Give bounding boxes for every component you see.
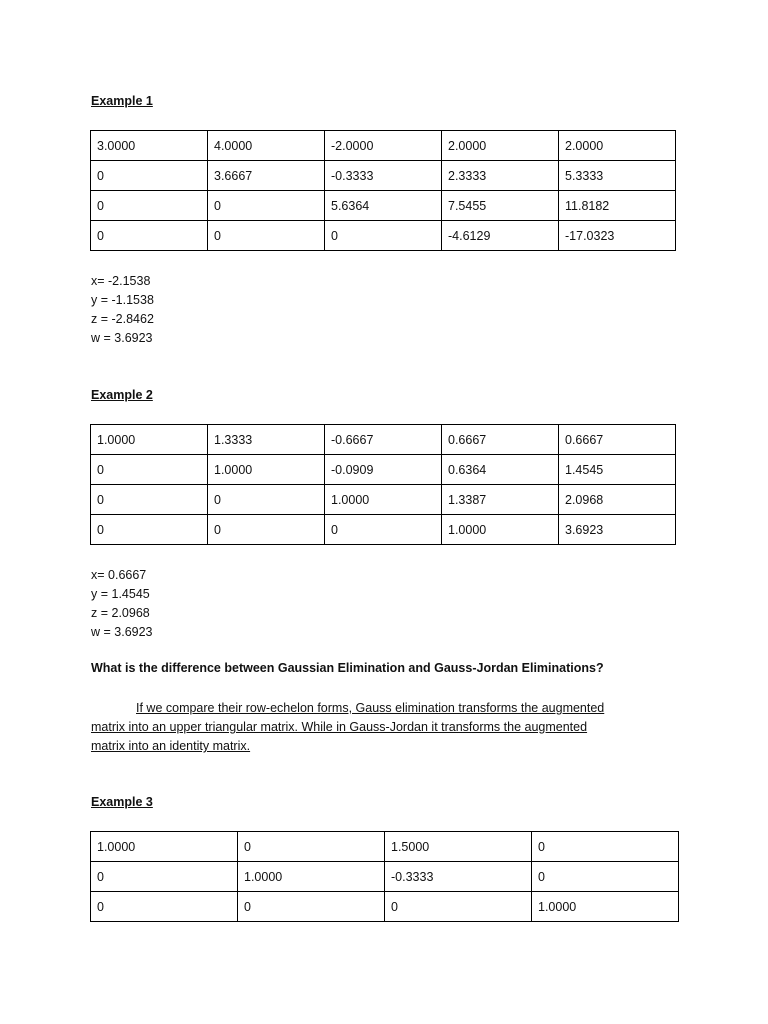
matrix-cell: 0 — [532, 862, 679, 892]
matrix-cell: 0 — [91, 161, 208, 191]
matrix-cell: -17.0323 — [559, 221, 676, 251]
matrix-cell: 2.0968 — [559, 485, 676, 515]
example-3-heading: Example 3 — [91, 795, 153, 809]
matrix-cell: 1.0000 — [325, 485, 442, 515]
matrix-cell: 1.4545 — [559, 455, 676, 485]
solution-w: w = 3.6923 — [91, 331, 153, 345]
example-1-solution — [91, 272, 154, 348]
matrix-cell: 0 — [91, 191, 208, 221]
matrix-cell: 4.0000 — [208, 131, 325, 161]
matrix-cell: 3.0000 — [91, 131, 208, 161]
matrix-cell: 1.0000 — [91, 832, 238, 862]
solution-y: y = -1.1538 — [91, 293, 154, 307]
answer-line: If we compare their row-echelon forms, Gauss elimination transforms the augmented — [136, 701, 605, 715]
matrix-cell: 1.3387 — [442, 485, 559, 515]
matrix-cell: -0.0909 — [325, 455, 442, 485]
matrix-cell: 1.3333 — [208, 425, 325, 455]
matrix-cell: 0 — [91, 862, 238, 892]
matrix-cell: -0.6667 — [325, 425, 442, 455]
matrix-cell: 0 — [208, 515, 325, 545]
matrix-cell: -2.0000 — [325, 131, 442, 161]
matrix-cell: -4.6129 — [442, 221, 559, 251]
matrix-cell: 11.8182 — [559, 191, 676, 221]
table-row — [91, 425, 676, 455]
solution-x: x= 0.6667 — [91, 568, 147, 582]
matrix-cell: -0.3333 — [325, 161, 442, 191]
matrix-cell: 0 — [325, 515, 442, 545]
matrix-cell: 0 — [238, 832, 385, 862]
matrix-cell: 0 — [532, 832, 679, 862]
example-2-heading: Example 2 — [91, 388, 153, 402]
matrix-cell: 0 — [91, 455, 208, 485]
table-row — [91, 221, 676, 251]
table-row — [91, 455, 676, 485]
table-row — [91, 161, 676, 191]
matrix-cell: 1.0000 — [238, 862, 385, 892]
table-row — [91, 131, 676, 161]
matrix-cell: 0.6667 — [442, 425, 559, 455]
matrix-cell: 0 — [91, 221, 208, 251]
matrix-cell: 3.6667 — [208, 161, 325, 191]
answer-line: matrix into an upper triangular matrix. While in Gauss-Jordan it transforms the augmented — [91, 720, 588, 734]
matrix-cell: 0 — [91, 515, 208, 545]
matrix-cell: 2.0000 — [442, 131, 559, 161]
solution-w: w = 3.6923 — [91, 625, 153, 639]
matrix-cell: 2.0000 — [559, 131, 676, 161]
example-1-matrix — [90, 130, 676, 251]
matrix-cell: 5.3333 — [559, 161, 676, 191]
table-row — [91, 832, 679, 862]
table-row — [91, 892, 679, 922]
matrix-cell: 1.0000 — [442, 515, 559, 545]
matrix-cell: 0 — [325, 221, 442, 251]
matrix-cell: 0.6667 — [559, 425, 676, 455]
matrix-cell: 2.3333 — [442, 161, 559, 191]
example-2-matrix — [90, 424, 676, 545]
table-row — [91, 862, 679, 892]
table-row — [91, 515, 676, 545]
matrix-cell: 0 — [91, 892, 238, 922]
solution-x: x= -2.1538 — [91, 274, 151, 288]
matrix-cell: 5.6364 — [325, 191, 442, 221]
matrix-cell: 1.5000 — [385, 832, 532, 862]
matrix-cell: 0 — [208, 485, 325, 515]
answer-paragraph — [91, 699, 671, 756]
matrix-cell: 0 — [208, 191, 325, 221]
example-1-heading: Example 1 — [91, 94, 153, 108]
matrix-cell: -0.3333 — [385, 862, 532, 892]
solution-z: z = -2.8462 — [91, 312, 154, 326]
matrix-cell: 0 — [91, 485, 208, 515]
question-heading: What is the difference between Gaussian Elimination and Gauss-Jordan Eliminations? — [91, 661, 604, 675]
matrix-cell: 3.6923 — [559, 515, 676, 545]
matrix-cell: 7.5455 — [442, 191, 559, 221]
solution-z: z = 2.0968 — [91, 606, 150, 620]
table-row — [91, 191, 676, 221]
matrix-cell: 0.6364 — [442, 455, 559, 485]
matrix-cell: 1.0000 — [208, 455, 325, 485]
matrix-cell: 0 — [385, 892, 532, 922]
matrix-cell: 0 — [238, 892, 385, 922]
table-row — [91, 485, 676, 515]
matrix-cell: 0 — [208, 221, 325, 251]
solution-y: y = 1.4545 — [91, 587, 150, 601]
answer-line: matrix into an identity matrix. — [91, 739, 251, 753]
example-2-solution — [91, 566, 153, 642]
matrix-cell: 1.0000 — [91, 425, 208, 455]
matrix-cell: 1.0000 — [532, 892, 679, 922]
example-3-matrix — [90, 831, 679, 922]
